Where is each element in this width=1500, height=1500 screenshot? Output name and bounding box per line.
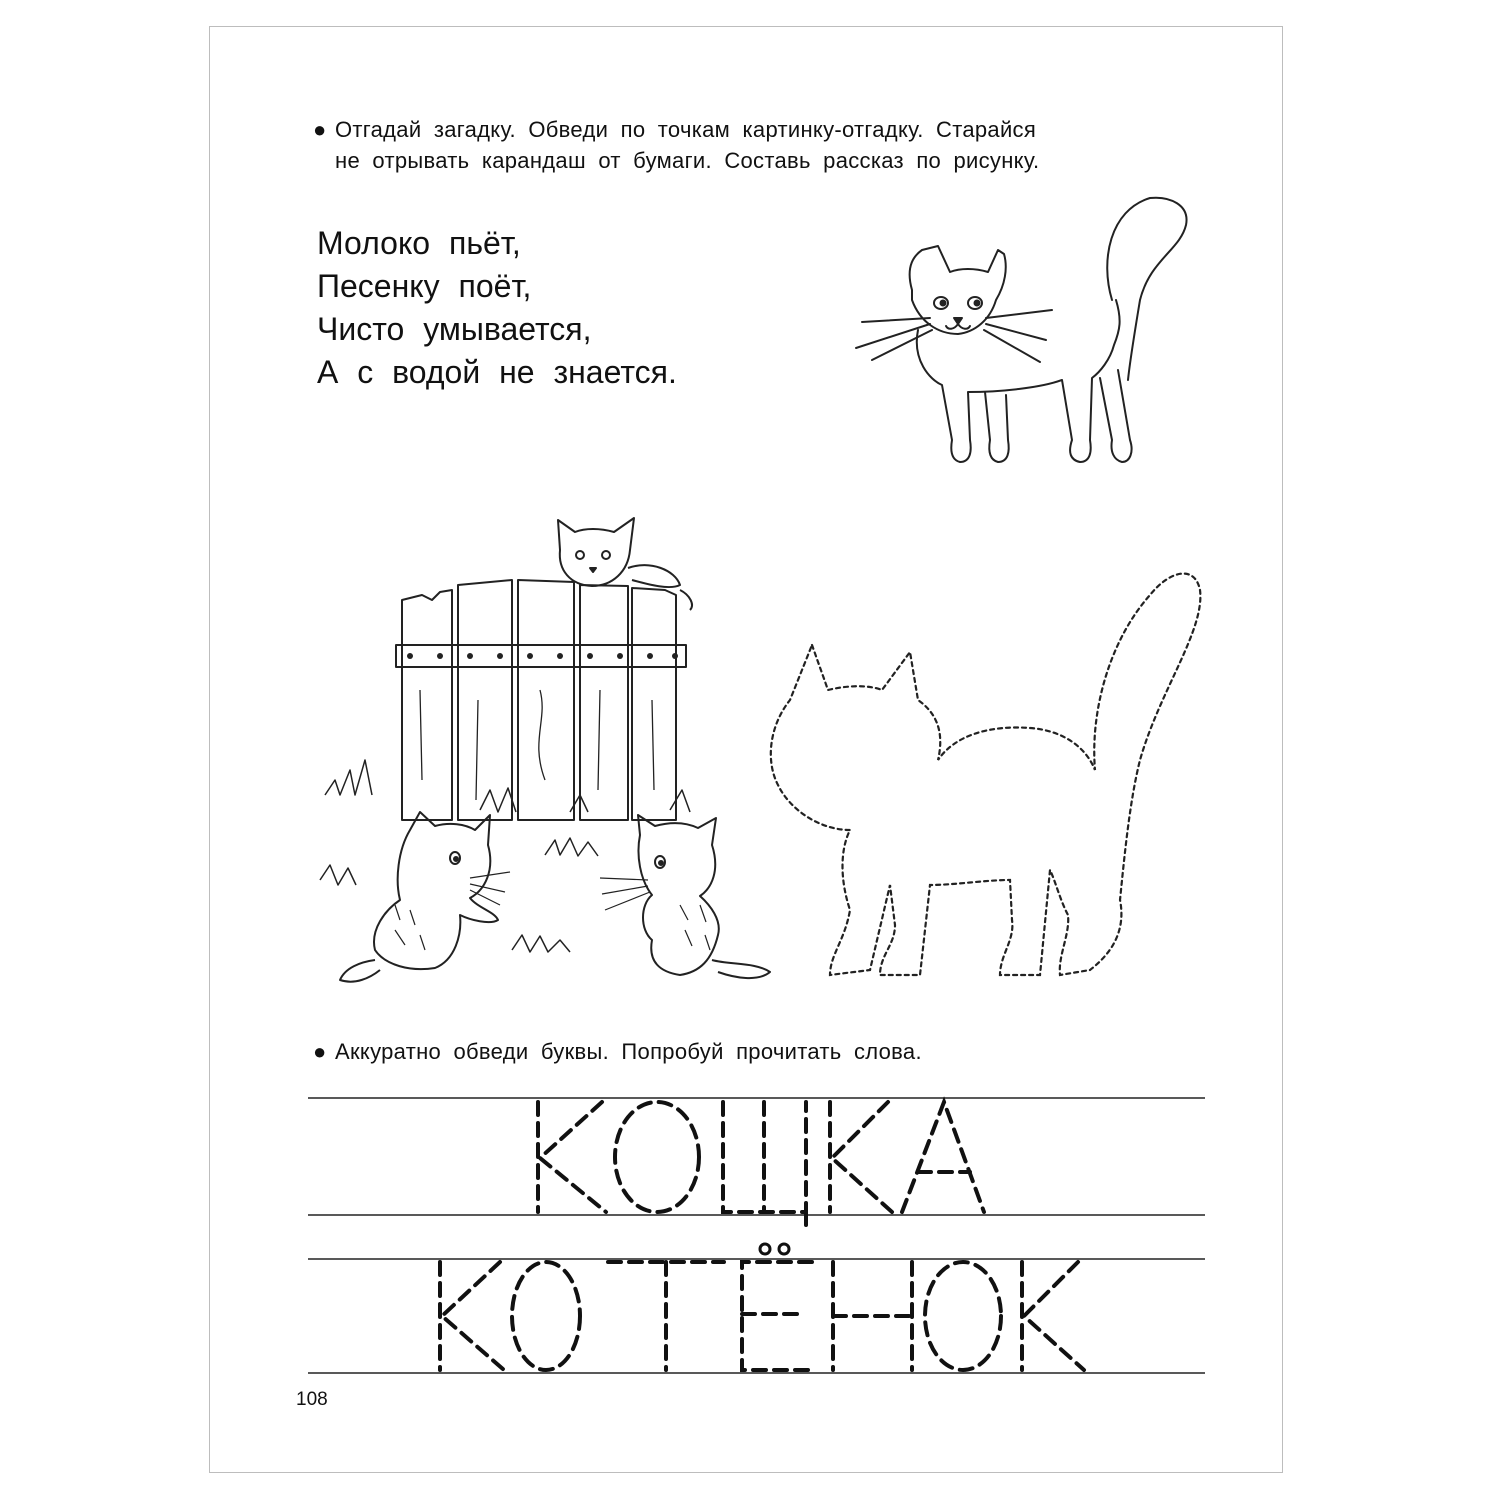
- bullet-icon: ●: [313, 1039, 327, 1064]
- riddle-line: Чисто умывается,: [317, 311, 592, 347]
- bullet-icon: ●: [313, 117, 327, 142]
- fence-kittens-illustration: [320, 518, 770, 982]
- yo-dots: [760, 1244, 789, 1254]
- riddle-line: Молоко пьёт,: [317, 225, 521, 261]
- riddle-line: Песенку поёт,: [317, 268, 532, 304]
- instruction-riddle-line2: не отрывать карандаш от бумаги. Составь рассказ по рисунку.: [335, 148, 1040, 173]
- instruction-letters-line1: Аккуратно обведи буквы. Попробуй прочитать слова.: [335, 1039, 922, 1064]
- writing-lines: [308, 1098, 1205, 1373]
- traced-word-kotenok: [440, 1262, 1084, 1370]
- dotted-cat-tracing: [771, 574, 1201, 975]
- traced-word-koshka: [538, 1102, 984, 1226]
- page-number: 108: [296, 1389, 328, 1410]
- instruction-riddle-line1: Отгадай загадку. Обведи по точкам картинку-отгадку. Старайся: [335, 117, 1037, 142]
- riddle-line: А с водой не знается.: [317, 354, 677, 390]
- cat-outline-illustration: [856, 198, 1187, 462]
